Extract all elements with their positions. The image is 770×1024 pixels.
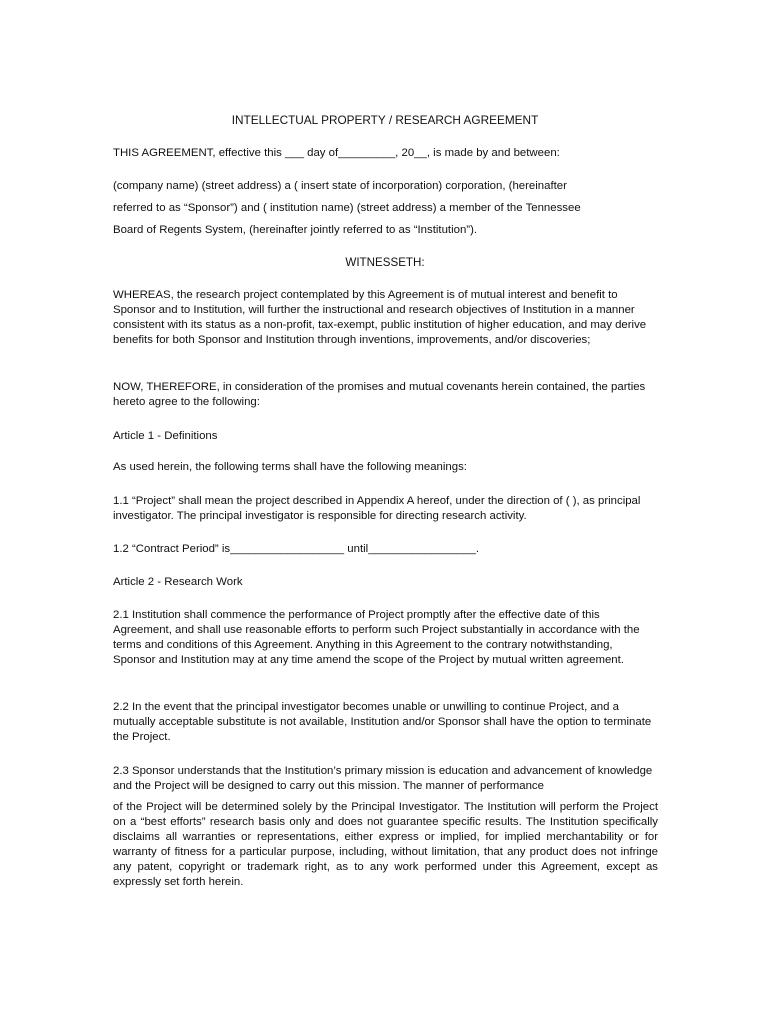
section-2-1: 2.1 Institution shall commence the performance of Project promptly after the effective date of this Agreement, and shall use reasonable efforts to perform such Project substantially in accordance with the terms and conditions of this Agreement. Anything in this Agreement to the contrary notwithstanding, Sponsor and Institution may at any time amend the scope of the Project by mutual written agreement. [113, 609, 640, 666]
parties-line-1: (company name) (street address) a ( insert state of incorporation) corporation, (hereinafter [113, 180, 567, 192]
witnesseth-heading: WITNESSETH: [345, 256, 425, 269]
article-1-heading: Article 1 - Definitions [113, 430, 218, 442]
section-2-3-part-2: of the Project will be determined solely by the Principal Investigator. The Institution will perform the Project on a “best efforts” research basis only and does not guarantee specific results. The Institution specifically disclaims all warranties or representations, either express or implied, for implied merchantability or for warranty of fitness for a particular purpose, including, without limitation, that any product does not infringe any patent, copyright or trademark right, as to any work performed under this Agreement, except as expressly set forth herein. [113, 801, 658, 888]
parties-line-3: Board of Regents System, (hereinafter jointly referred to as “Institution”). [113, 224, 478, 236]
section-2-3-part-1: 2.3 Sponsor understands that the Institution’s primary mission is education and advancement of knowledge and the Project will be designed to carry out this mission. The manner of performance [113, 765, 653, 792]
section-2-3 [113, 764, 658, 890]
whereas-paragraph: WHEREAS, the research project contemplated by this Agreement is of mutual interest and benefit to Sponsor and to Institution, will further the instructional and research objectives of Institution in a manner consistent with its status as a non-profit, tax-exempt, public institution of higher education, and may derive benefits for both Sponsor and Institution through inventions, improvements, and/or discoveries; [113, 289, 647, 346]
parties-line-2: referred to as “Sponsor”) and ( institution name) (street address) a member of the Tennessee [113, 202, 581, 214]
agreement-intro: THIS AGREEMENT, effective this ___ day of_________, 20__, is made by and between: [113, 147, 560, 159]
document-title: INTELLECTUAL PROPERTY / RESEARCH AGREEMENT [231, 113, 539, 127]
section-1-1: 1.1 “Project” shall mean the project described in Appendix A hereof, under the direction of ( ), as principal investigator. The principal investigator is responsible for directing research activity. [113, 495, 641, 522]
article-1-intro: As used herein, the following terms shall have the following meanings: [113, 461, 467, 473]
section-1-2: 1.2 “Contract Period” is__________________ until_________________. [113, 543, 480, 555]
now-therefore-paragraph: NOW, THEREFORE, in consideration of the promises and mutual covenants herein contained, the parties hereto agree to the following: [113, 381, 646, 408]
parties-paragraph [113, 175, 658, 241]
section-2-2: 2.2 In the event that the principal investigator becomes unable or unwilling to continue Project, and a mutually acceptable substitute is not available, Institution and/or Sponsor shall have the option to terminate the Project. [113, 701, 652, 743]
article-2-heading: Article 2 - Research Work [113, 576, 243, 588]
